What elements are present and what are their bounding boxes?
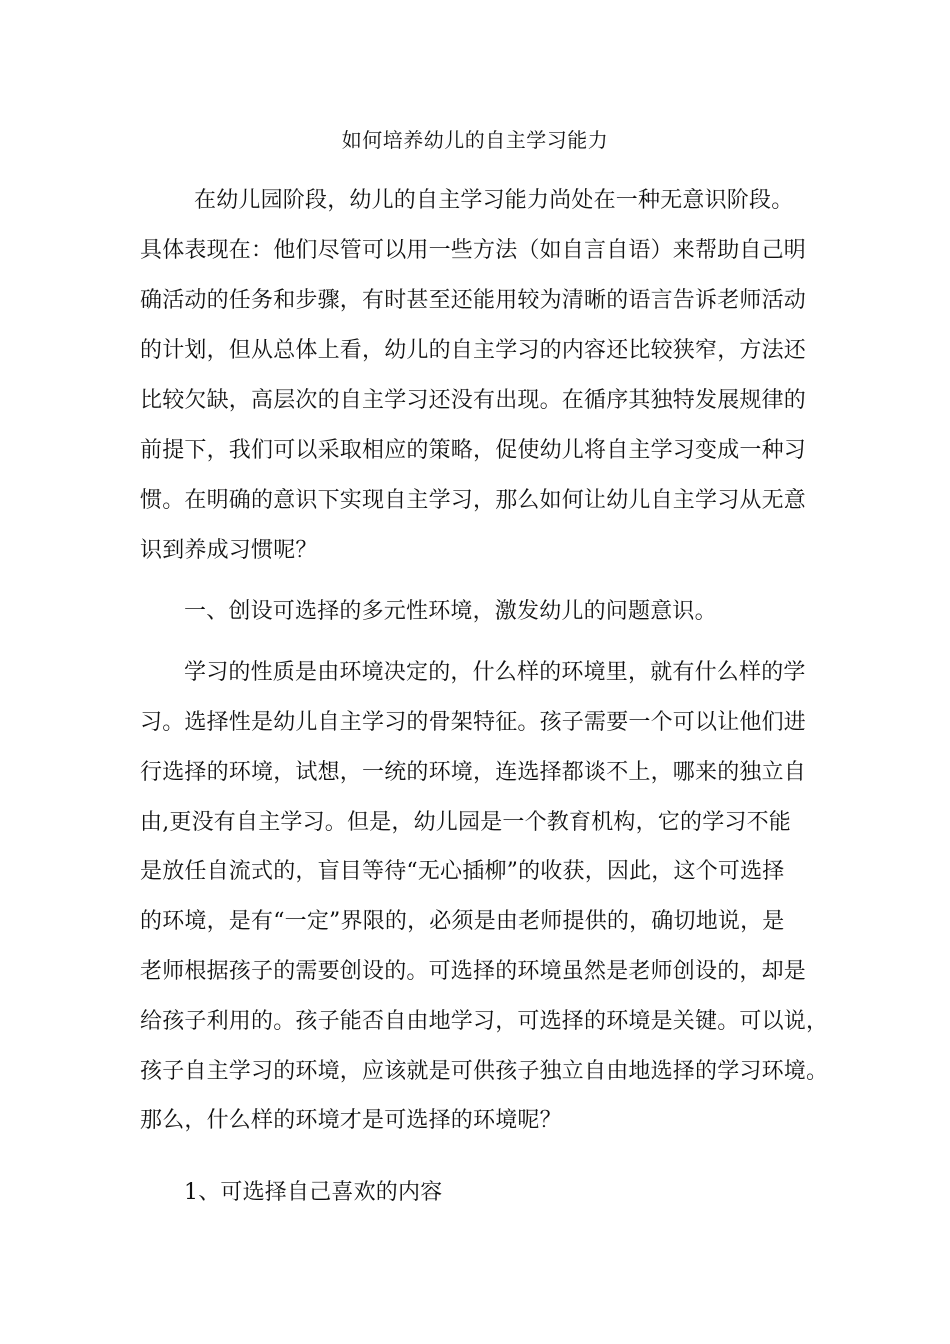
- paragraph-line: 是放任自流式的，盲目等待“无心插柳”的收获，因此，这个可选择: [140, 859, 785, 884]
- paragraph-line: 那么，什么样的环境才是可选择的环境呢？: [140, 1108, 562, 1133]
- subsection-heading: 1、可选择自己喜欢的内容: [184, 1180, 443, 1205]
- section-heading: 一、创设可选择的多元性环境，激发幼儿的问题意识。: [184, 599, 717, 624]
- paragraph-line: 的计划，但从总体上看，幼儿的自主学习的内容还比较狭窄，方法还: [140, 338, 807, 363]
- paragraph-line: 识到养成习惯呢？: [140, 538, 318, 563]
- paragraph-line: 孩子自主学习的环境，应该就是可供孩子独立自由地选择的学习环境。: [140, 1059, 829, 1084]
- paragraph-line: 由,更没有自主学习。但是，幼儿园是一个教育机构，它的学习不能: [140, 810, 791, 835]
- paragraph-line: 前提下，我们可以采取相应的策略，促使幼儿将自主学习变成一种习: [140, 438, 807, 463]
- paragraph-line: 行选择的环境，试想，一统的环境，连选择都谈不上，哪来的独立自: [140, 760, 807, 785]
- paragraph-line: 惯。在明确的意识下实现自主学习，那么如何让幼儿自主学习从无意: [140, 488, 807, 513]
- paragraph-line: 学习的性质是由环境决定的，什么样的环境里，就有什么样的学: [184, 660, 806, 685]
- paragraph-line: 在幼儿园阶段，幼儿的自主学习能力尚处在一种无意识阶段。: [194, 188, 794, 213]
- paragraph-line: 的环境，是有“一定”界限的，必须是由老师提供的，确切地说，是: [140, 909, 785, 934]
- paragraph-line: 具体表现在：他们尽管可以用一些方法（如自言自语）来帮助自己明: [140, 238, 807, 263]
- paragraph-line: 习。选择性是幼儿自主学习的骨架特征。孩子需要一个可以让他们进: [140, 710, 807, 735]
- paragraph-line: 比较欠缺，高层次的自主学习还没有出现。在循序其独特发展规律的: [140, 388, 807, 413]
- paragraph-line: 确活动的任务和步骤，有时甚至还能用较为清晰的语言告诉老师活动: [140, 288, 807, 313]
- document-title: 如何培养幼儿的自主学习能力: [341, 128, 609, 152]
- paragraph-line: 老师根据孩子的需要创设的。可选择的环境虽然是老师创设的，却是: [140, 959, 807, 984]
- paragraph-line: 给孩子利用的。孩子能否自由地学习，可选择的环境是关键。可以说，: [140, 1009, 829, 1034]
